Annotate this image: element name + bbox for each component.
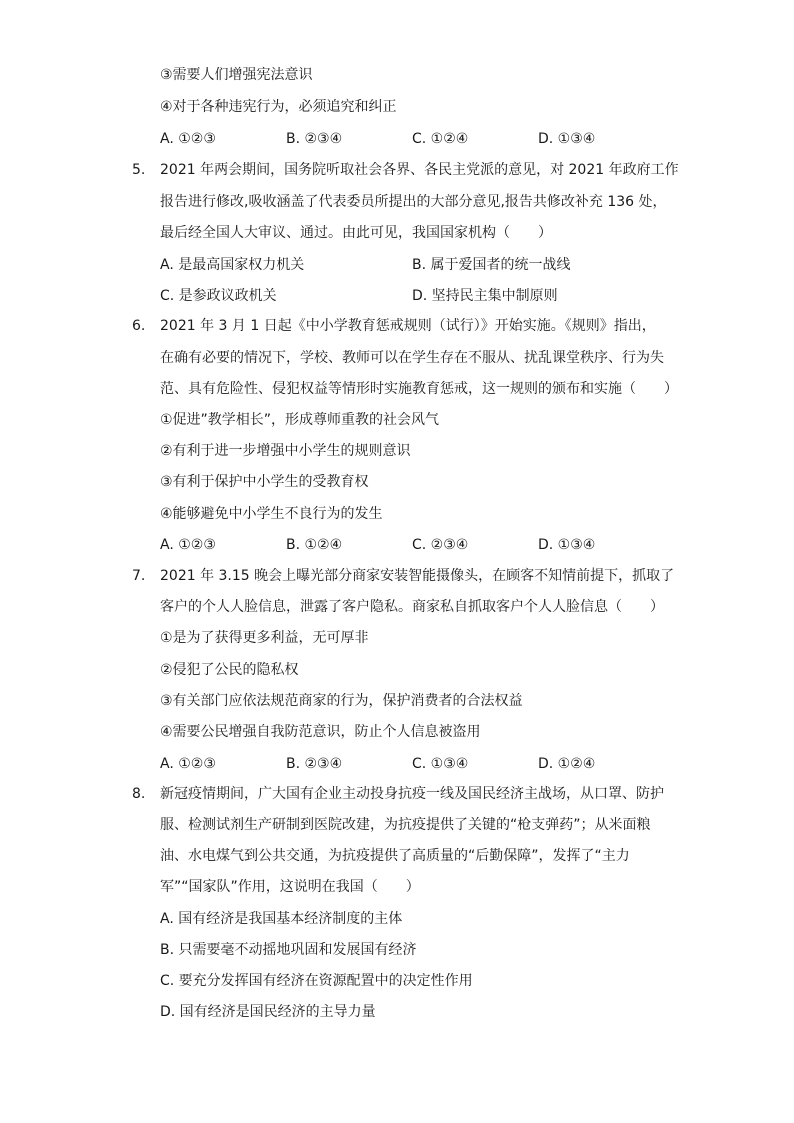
q7-statement-4: ④需要公民增强自我防范意识，防止个人信息被盗用: [160, 724, 481, 740]
q6-number: 6.: [132, 318, 146, 334]
q8-option-d[interactable]: D. 国有经济是国民经济的主导力量: [160, 1004, 376, 1020]
q6-option-a[interactable]: A. ①②③: [160, 537, 216, 553]
q7-option-a[interactable]: A. ①②③: [160, 756, 216, 772]
q6-statement-4: ④能够避免中小学生不良行为的发生: [160, 506, 383, 522]
q5-number: 5.: [132, 162, 146, 178]
q5-stem-line-3: 最后经全国人大审议、通过。由此可见，我国国家机构（ ）: [160, 225, 552, 241]
q8-number: 8.: [132, 786, 146, 802]
q7-statement-1: ①是为了获得更多利益，无可厚非: [160, 630, 369, 646]
q7-stem-line-1: 2021 年 3.15 晚会上曝光部分商家安装智能摄像头，在顾客不知情前提下，抓取了: [160, 568, 675, 584]
q4-option-d[interactable]: D. ①③④: [538, 131, 596, 147]
q5-option-d[interactable]: D. 坚持民主集中制原则: [412, 288, 558, 304]
q6-option-c[interactable]: C. ②③④: [412, 537, 469, 553]
q6-option-d[interactable]: D. ①③④: [538, 537, 596, 553]
q5-stem-line-2: 报告进行修改,吸收涵盖了代表委员所提出的大部分意见,报告共修改补充 136 处，: [160, 194, 667, 210]
q6-statement-2: ②有利于进一步增强中小学生的规则意识: [160, 443, 411, 459]
q8-stem-line-2: 服、检测试剂生产研制到医院改建，为抗疫提供了关键的“枪支弹药”；从米面粮: [160, 817, 651, 833]
q7-option-d[interactable]: D. ①②④: [538, 756, 596, 772]
q8-stem-line-1: 新冠疫情期间，广大国有企业主动投身抗疫一线及国民经济主战场，从口罩、防护: [160, 786, 664, 802]
q7-number: 7.: [132, 568, 146, 584]
q7-option-c[interactable]: C. ①③④: [412, 756, 469, 772]
q4-statement-4: ④对于各种违宪行为，必须追究和纠正: [160, 99, 397, 115]
q7-option-b[interactable]: B. ②③④: [286, 756, 343, 772]
q6-statement-3: ③有利于保护中小学生的受教育权: [160, 474, 369, 490]
q8-stem-line-3: 油、水电煤气到公共交通，为抗疫提供了高质量的“后勤保障”，发挥了“主力: [160, 848, 630, 864]
q4-option-c[interactable]: C. ①②④: [412, 131, 469, 147]
q4-option-a[interactable]: A. ①②③: [160, 131, 216, 147]
q7-statement-2: ②侵犯了公民的隐私权: [160, 662, 299, 678]
q8-stem-line-4: 军”“国家队”作用，这说明在我国（ ）: [160, 879, 420, 895]
q7-stem-line-2: 客户的个人人脸信息，泄露了客户隐私。商家私自抓取客户个人人脸信息（ ）: [160, 599, 664, 615]
q6-statement-1: ①促进”教学相长”，形成尊师重教的社会风气: [160, 412, 440, 428]
q6-option-b[interactable]: B. ①②④: [286, 537, 343, 553]
q5-option-b[interactable]: B. 属于爱国者的统一战线: [412, 257, 571, 273]
q8-option-b[interactable]: B. 只需要毫不动摇地巩固和发展国有经济: [160, 942, 417, 958]
q4-option-b[interactable]: B. ②③④: [286, 131, 343, 147]
q5-option-a[interactable]: A. 是最高国家权力机关: [160, 257, 305, 273]
q6-stem-line-3: 范、具有危险性、侵犯权益等情形时实施教育惩戒，这一规则的颁布和实施（ ）: [160, 381, 678, 397]
q4-statement-3: ③需要人们增强宪法意识: [160, 67, 313, 83]
q6-stem-line-1: 2021 年 3 月 1 日起《中小学教育惩戒规则（试行）》开始实施。《规则》指出，: [160, 318, 656, 334]
q5-option-c[interactable]: C. 是参政议政机关: [160, 288, 277, 304]
q5-stem-line-1: 2021 年两会期间，国务院听取社会各界、各民主党派的意见，对 2021 年政府工作: [160, 162, 679, 178]
q6-stem-line-2: 在确有必要的情况下，学校、教师可以在学生存在不服从、扰乱课堂秩序、行为失: [160, 350, 664, 366]
q8-option-a[interactable]: A. 国有经济是我国基本经济制度的主体: [160, 911, 403, 927]
q7-statement-3: ③有关部门应依法规范商家的行为，保护消费者的合法权益: [160, 693, 523, 709]
q8-option-c[interactable]: C. 要充分发挥国有经济在资源配置中的决定性作用: [160, 973, 473, 989]
